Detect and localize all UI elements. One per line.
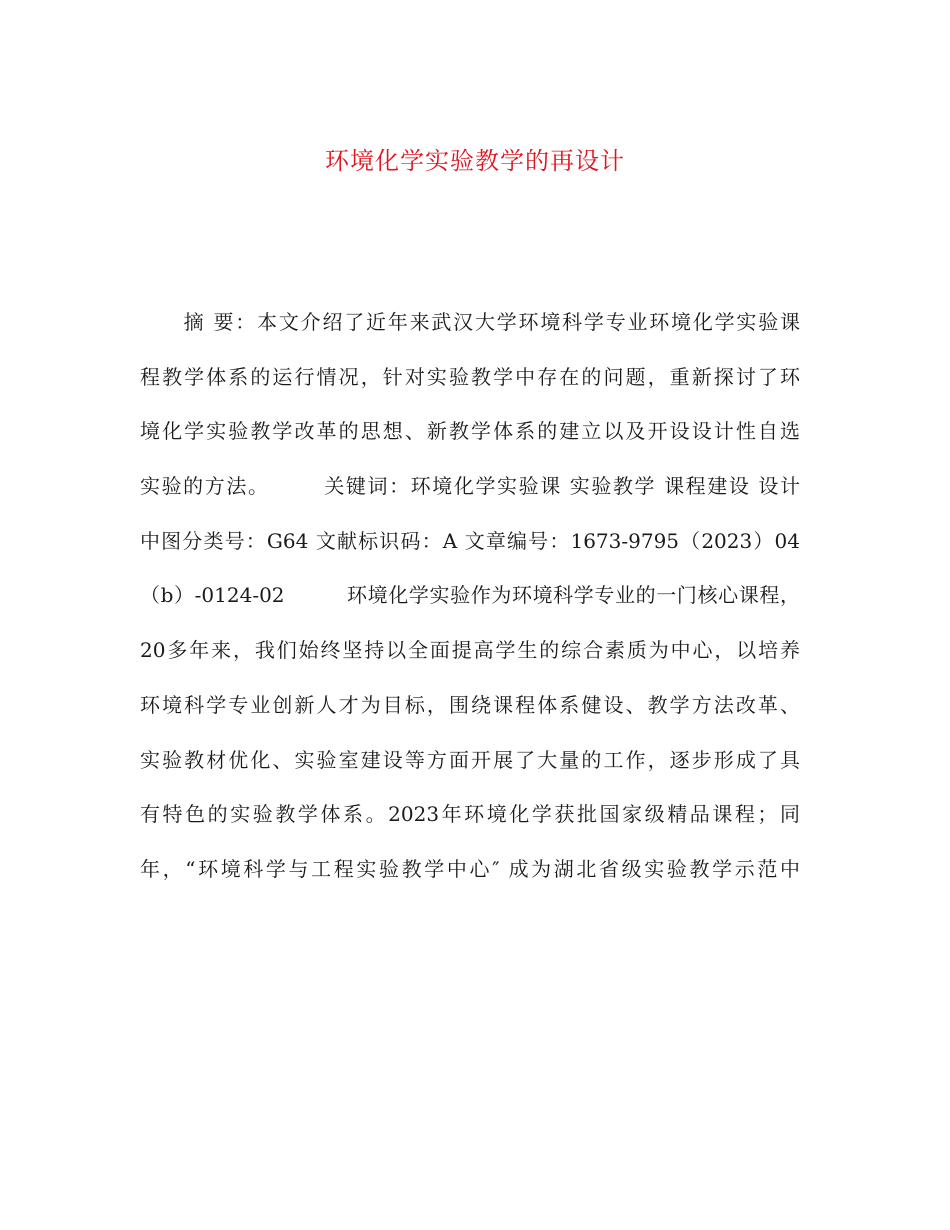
body-line: 实验的方法。 关键词：环境化学实验课 实验教学 课程建设 设计 xyxy=(140,474,800,499)
body-line: 有特色的实验教学体系。2023年环境化学获批国家级精品课程；同 xyxy=(140,802,800,827)
body-line: （b）-0124-02 环境化学实验作为环境科学专业的一门核心课程， xyxy=(140,583,800,608)
document-body xyxy=(140,304,800,906)
document-title: 环境化学实验教学的再设计 xyxy=(325,147,625,175)
body-line: 摘 要：本文介绍了近年来武汉大学环境科学专业环境化学实验课 xyxy=(140,310,800,334)
body-line: 20多年来，我们始终坚持以全面提高学生的综合素质为中心，以培养 xyxy=(140,638,800,663)
body-line: 境化学实验教学改革的思想、新教学体系的建立以及开设设计性自选 xyxy=(140,419,800,444)
body-line: 实验教材优化、实验室建设等方面开展了大量的工作，逐步形成了具 xyxy=(140,747,800,772)
body-line: 年，“环境科学与工程实验教学中心″ 成为湖北省级实验教学示范中 xyxy=(140,856,800,881)
body-line: 环境科学专业创新人才为目标，围绕课程体系健设、教学方法改革、 xyxy=(140,692,800,717)
body-line: 中图分类号：G64 文献标识码：A 文章编号：1673-9795（2023）04 xyxy=(140,528,800,553)
body-line: 程教学体系的运行情况，针对实验教学中存在的问题，重新探讨了环 xyxy=(140,364,800,389)
